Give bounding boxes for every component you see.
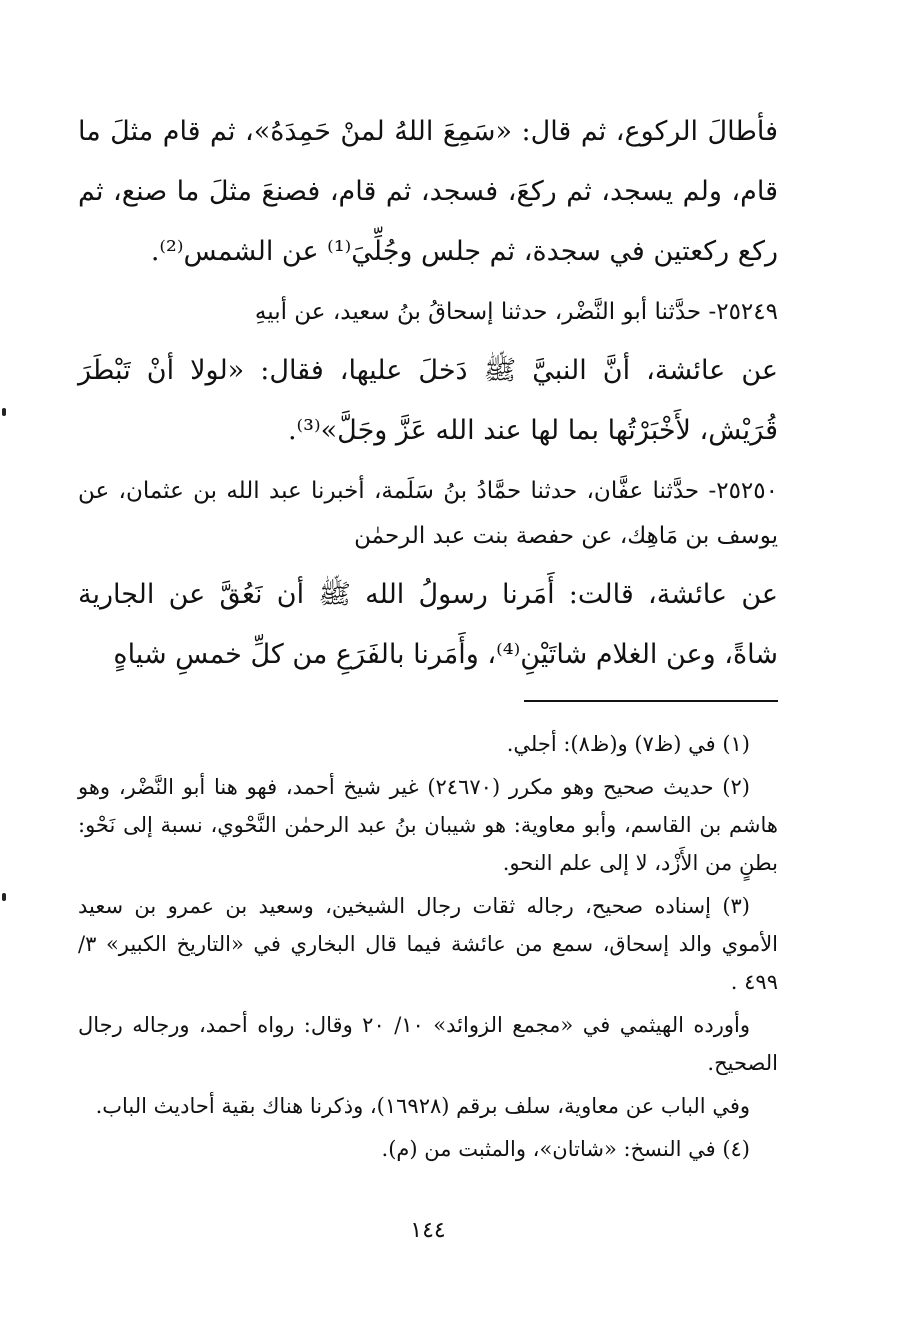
hadith-text-paragraph: فأطالَ الركوع، ثم قال: «سَمِعَ اللهُ لمنْ حَمِدَهُ»، ثم قام مثلَ ما قام، ولم يسجد، ثم ركعَ، فسجد، ثم قام، فصنعَ مثلَ ما صنع، ثم ركع ركعتين في سجدة، ثم جلس وجُلِّيَ⁽¹⁾ عن الشمس⁽²⁾. xyxy=(78,116,778,267)
hadith-text-paragraph: عن عائشة، أنَّ النبيَّ ﷺ دَخلَ عليها، فقال: «لولا أنْ تَبْطَرَ قُرَيْش، لأَخْبَرْتُها بما لها عند الله عَزَّ وجَلَّ»⁽³⁾. xyxy=(78,355,778,446)
footnotes xyxy=(78,725,778,1168)
footnote: (٣) إسناده صحيح، رجاله ثقات رجال الشيخين، وسعيد بن عمرو بن سعيد الأموي والد إسحاق، سمع من عائشة فيما قال البخاري في «التاريخ الكبير» ٣/ ٤٩٩ . xyxy=(78,894,778,994)
hadith-isnad: ٢٥٢٥٠- حدَّثنا عفَّان، حدثنا حمَّادُ بنُ سَلَمة، أخبرنا عبد الله بن عثمان، عن يوسف بن مَاهِك، عن حفصة بنت عبد الرحمٰن xyxy=(78,478,778,549)
hadith-isnad: ٢٥٢٤٩- حدَّثنا أبو النَّضْر، حدثنا إسحاقُ بنُ سعيد، عن أبيهِ xyxy=(254,299,778,325)
footnote-separator xyxy=(524,700,778,702)
hadith-text-paragraph: عن عائشة، قالت: أَمَرنا رسولُ الله ﷺ أن نَعُقَّ عن الجارية شاةً، وعن الغلام شاتَيْنِ⁽⁴⁾، وأَمَرنا بالفَرَعِ من كلِّ خمسِ شياهٍ xyxy=(78,579,778,670)
footnote: وأورده الهيثمي في «مجمع الزوائد» ١٠/ ٢٠ وقال: رواه أحمد، ورجاله رجال الصحيح. xyxy=(78,1013,778,1075)
book-page xyxy=(78,0,778,1337)
main-text xyxy=(78,102,778,685)
footnote: وفي الباب عن معاوية، سلف برقم (١٦٩٢٨)، وذكرنا هناك بقية أحاديث الباب. xyxy=(95,1094,750,1118)
page-number: ١٤٤ xyxy=(410,1218,446,1243)
footnote: (٢) حديث صحيح وهو مكرر (٢٤٦٧٠) غير شيخ أحمد، فهو هنا أبو النَّضْر، وهو هاشم بن القاسم، وأبو معاوية: هو شيبان بنُ عبد الرحمٰن النَّحْوي، نسبة إلى نَحْو: بطنٍ من الأَزْد، لا إلى علم النحو. xyxy=(78,775,778,875)
margin-mark xyxy=(2,408,6,416)
footnote: (٤) في النسخ: «شاتان»، والمثبت من (م). xyxy=(381,1137,750,1161)
footnote: (١) في (ظ٧) و(ظ٨): أجلي. xyxy=(506,732,750,756)
margin-mark xyxy=(2,893,6,901)
